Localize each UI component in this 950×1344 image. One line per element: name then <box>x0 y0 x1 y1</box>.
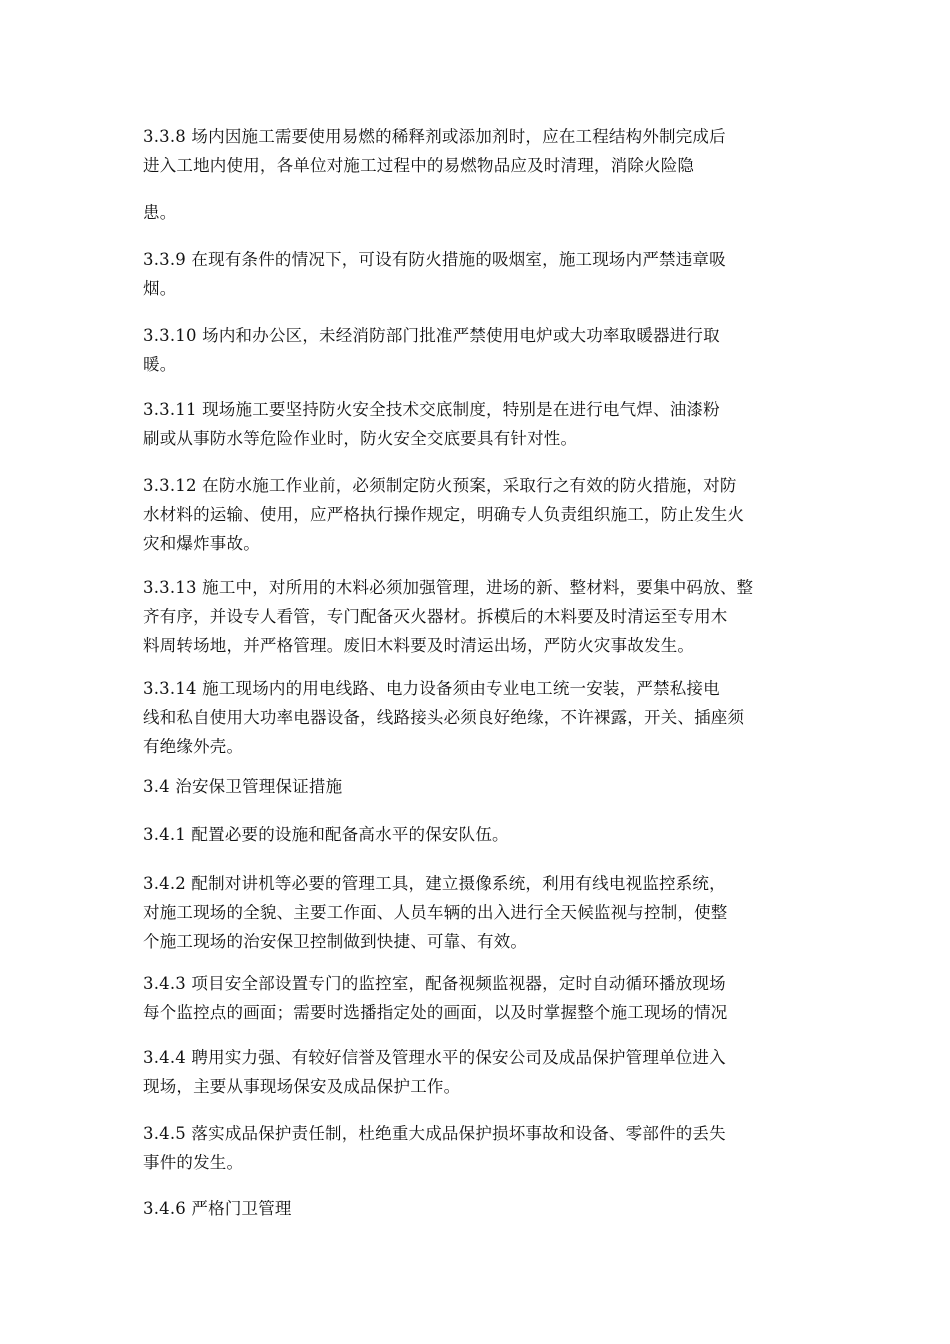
paragraph-3-4-2 <box>143 869 813 956</box>
paragraph-3-4-5 <box>143 1119 813 1177</box>
text-line: 料周转场地，并严格管理。废旧木料要及时清运出场，严防火灾事故发生。 <box>143 636 695 655</box>
text-line: 每个监控点的画面；需要时选播指定处的画面，以及时掌握整个施工现场的情况 <box>143 1003 728 1022</box>
paragraph-3-3-12 <box>143 471 813 558</box>
text-line: 3.3.8 场内因施工需要使用易燃的稀释剂或添加剂时，应在工程结构外制完成后 <box>143 127 726 146</box>
paragraph-continuation <box>143 198 813 227</box>
text-line: 线和私自使用大功率电器设备，线路接头必须良好绝缘，不许裸露，开关、插座须 <box>143 708 745 727</box>
paragraph-3-4-1 <box>143 820 813 849</box>
paragraph-3-4-3 <box>143 969 813 1027</box>
text-line: 3.4.4 聘用实力强、有较好信誉及管理水平的保安公司及成品保护管理单位进入 <box>143 1048 726 1067</box>
text-line: 3.4.3 项目安全部设置专门的监控室，配备视频监视器，定时自动循环播放现场 <box>143 974 726 993</box>
text-line: 3.4.6 严格门卫管理 <box>143 1199 292 1218</box>
text-line: 刷或从事防水等危险作业时，防火安全交底要具有针对性。 <box>143 429 578 448</box>
text-line: 3.3.10 场内和办公区，未经消防部门批准严禁使用电炉或大功率取暖器进行取 <box>143 326 720 345</box>
text-line: 对施工现场的全貌、主要工作面、人员车辆的出入进行全天候监视与控制，使整 <box>143 903 728 922</box>
paragraph-3-3-11 <box>143 395 813 453</box>
text-line: 灾和爆炸事故。 <box>143 534 260 553</box>
paragraph-3-3-13 <box>143 573 813 660</box>
text-line: 暖。 <box>143 355 177 374</box>
text-line: 3.4.5 落实成品保护责任制，杜绝重大成品保护损坏事故和设备、零部件的丢失 <box>143 1124 726 1143</box>
text-line: 个施工现场的治安保卫控制做到快捷、可靠、有效。 <box>143 932 528 951</box>
text-line: 3.4.2 配制对讲机等必要的管理工具，建立摄像系统，利用有线电视监控系统， <box>143 874 726 893</box>
text-line: 现场，主要从事现场保安及成品保护工作。 <box>143 1077 461 1096</box>
paragraph-3-4-6 <box>143 1194 813 1223</box>
text-line: 3.3.11 现场施工要坚持防火安全技术交底制度，特别是在进行电气焊、油漆粉 <box>143 400 720 419</box>
text-line: 患。 <box>143 203 177 222</box>
text-line: 3.4 治安保卫管理保证措施 <box>143 777 343 796</box>
text-line: 3.3.13 施工中，对所用的木料必须加强管理，进场的新、整材料，要集中码放、整 <box>143 578 754 597</box>
paragraph-3-4-4 <box>143 1043 813 1101</box>
text-line: 3.3.9 在现有条件的情况下，可设有防火措施的吸烟室，施工现场内严禁违章吸 <box>143 250 726 269</box>
text-line: 事件的发生。 <box>143 1153 244 1172</box>
section-heading-3-4 <box>143 772 813 801</box>
paragraph-3-3-8 <box>143 122 813 180</box>
text-line: 有绝缘外壳。 <box>143 737 244 756</box>
text-line: 3.3.12 在防水施工作业前，必须制定防火预案，采取行之有效的防火措施，对防 <box>143 476 737 495</box>
text-line: 烟。 <box>143 279 177 298</box>
paragraph-3-3-14 <box>143 674 813 761</box>
text-line: 3.4.1 配置必要的设施和配备高水平的保安队伍。 <box>143 825 509 844</box>
paragraph-3-3-9 <box>143 245 813 303</box>
text-line: 齐有序，并设专人看管，专门配备灭火器材。拆模后的木料要及时清运至专用木 <box>143 607 728 626</box>
text-line: 进入工地内使用，各单位对施工过程中的易燃物品应及时清理，消除火险隐 <box>143 156 695 175</box>
text-line: 3.3.14 施工现场内的用电线路、电力设备须由专业电工统一安装，严禁私接电 <box>143 679 720 698</box>
paragraph-3-3-10 <box>143 321 813 379</box>
text-line: 水材料的运输、使用，应严格执行操作规定，明确专人负责组织施工，防止发生火 <box>143 505 745 524</box>
